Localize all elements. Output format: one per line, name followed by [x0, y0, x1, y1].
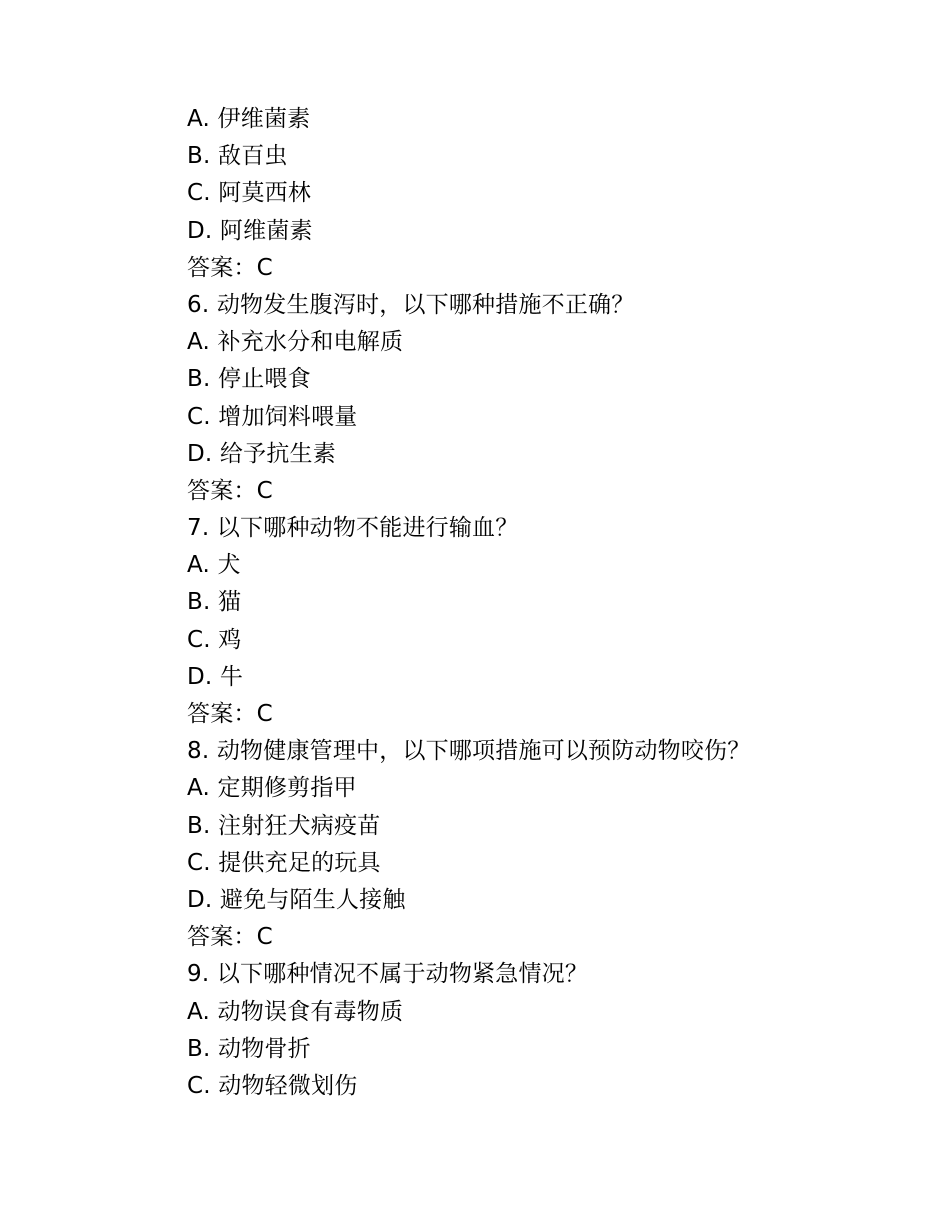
option-line: C. 阿莫西林 [187, 180, 312, 207]
option-line: B. 敌百虫 [187, 143, 288, 170]
option-line: C. 增加饲料喂量 [187, 403, 358, 430]
answer-line: 答案：C [187, 924, 273, 951]
option-line: A. 补充水分和电解质 [187, 329, 404, 356]
answer-line: 答案：C [187, 477, 273, 504]
option-line: B. 注射狂犬病疫苗 [187, 812, 381, 839]
option-line: A. 动物误食有毒物质 [187, 998, 404, 1025]
option-line: A. 定期修剪指甲 [187, 775, 357, 802]
option-line: A. 犬 [187, 552, 241, 579]
option-line: A. 伊维菌素 [187, 106, 311, 132]
option-line: C. 提供充足的玩具 [187, 849, 381, 876]
question-line: 7. 以下哪种动物不能进行输血？ [187, 515, 519, 542]
option-line: B. 动物骨折 [187, 1035, 311, 1062]
question-line: 6. 动物发生腹泻时，以下哪种措施不正确？ [187, 291, 635, 318]
answer-line: 答案：C [187, 254, 273, 281]
option-line: C. 鸡 [187, 626, 242, 653]
option-line: D. 避免与陌生人接触 [187, 886, 406, 913]
question-line: 9. 以下哪种情况不属于动物紧急情况？ [187, 961, 589, 988]
option-line: B. 猫 [187, 589, 242, 616]
option-line: D. 给予抗生素 [187, 440, 336, 467]
option-line: D. 阿维菌素 [187, 217, 313, 244]
option-line: B. 停止喂食 [187, 366, 311, 393]
option-line: D. 牛 [187, 663, 244, 690]
answer-line: 答案：C [187, 701, 273, 727]
document-content [187, 101, 887, 1105]
option-line: C. 动物轻微划伤 [187, 1072, 358, 1099]
question-line: 8. 动物健康管理中，以下哪项措施可以预防动物咬伤？ [187, 738, 751, 765]
